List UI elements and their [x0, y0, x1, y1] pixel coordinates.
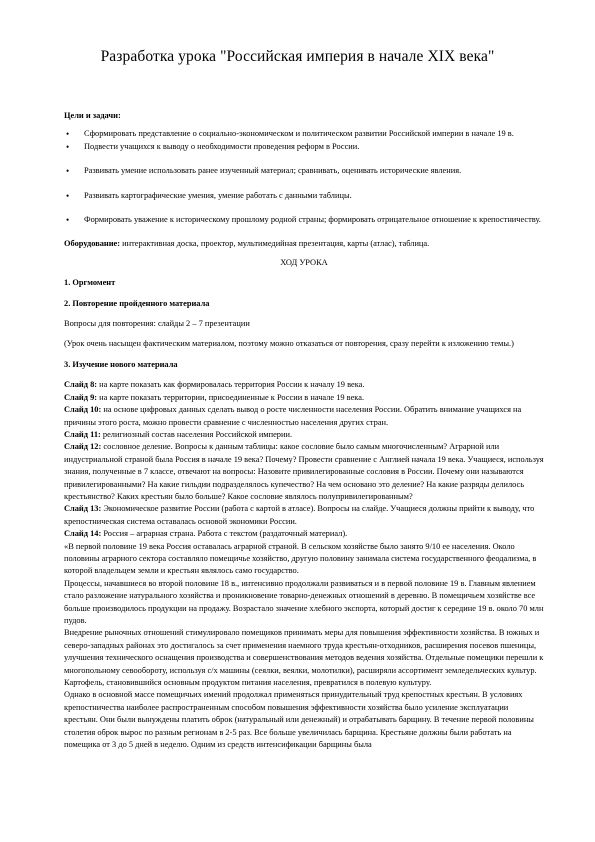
lesson-heading: ХОД УРОКА	[280, 257, 328, 267]
slide-text: на основе цифровых данных сделать вывод о росте численности населения России. Обратить внимание учащихся на причины этого роста, можно провести сравнение с численностью населения других стран.	[64, 405, 522, 427]
goals-list	[64, 128, 544, 226]
slide-text: сословное деление. Вопросы к данным таблицы: какое сословие было самым многочисленным? Аграрной или индустриальной страной была Россия в начале 19 века? Почему? Провести сравнение с Англией начала 19 века. Учащиеся, используя знания, полученные в 7 классе, отвечают на вопросы: Назовите привилегированные сословия в России. Почему они называются привилегированными? На какие гильдии подразделялось купечество? На чем основано это деление? На какие разряды делилось крестьянство? Каких крестьян было больше? Какое сословие являлось полупривилегированным?	[64, 442, 544, 501]
goal-item: • Развивать умение использовать ранее изученный материал; сравнивать, оценивать исторические явления.	[64, 165, 544, 177]
quote-paragraph: Однако в основной массе помещичьих имений продолжал применяться принудительный труд крепостных крестьян. В условиях крепостничества наиболее распространенным способом повышения эффективности хозяйства было усиление эксплуатации крестьян. Они были вынуждены платить оброк (натуральный или денежный) и отрабатывать барщину. В течение первой половины столетия оброк вырос по разным регионам в 2-5 раз. Все больше увеличилась барщина. Крестьяне должны были работать на помещика от 3 до 5 дней в неделю. Одним из средств интенсификации барщины была	[64, 690, 534, 750]
document-body	[64, 110, 544, 751]
section-heading-2: 2. Повторение пройденного материала	[64, 298, 210, 308]
document-title: Разработка урока "Российская империя в начале XIX века"	[100, 48, 495, 65]
equipment-label: Оборудование:	[64, 239, 121, 249]
quote-paragraph: Процессы, начавшиеся во второй половине 18 в., интенсивно продолжали развиваться и в первой половине 19 в. Главным явлением стало разложение натурального хозяйства и проникновение товарно-денежных отношений в деревню. В помещичьем хозяйстве все больше производилось продукции на продажу. Возрастало значение хлебного экспорта, который достиг к середине 19 в. около 70 млн пудов.	[64, 578, 544, 625]
slide-entry	[64, 441, 544, 503]
slide-text: на карте показать территории, присоединенные к России в начале 19 века.	[97, 392, 365, 402]
goal-item: • Формировать уважение к историческому прошлому родной страны; формировать отрицательное отношение к крепостничеству.	[64, 214, 544, 226]
goal-item: • Подвести учащихся к выводу о необходимости проведения реформ в России.	[64, 141, 544, 153]
equipment-text: интерактивная доска, проектор, мультимедийная презентация, карты (атлас), таблица.	[120, 239, 430, 249]
slide-label: Слайд 11:	[64, 429, 101, 439]
slide-text: на карте показать как формировалась территория России к началу 19 века.	[97, 380, 365, 390]
quote-paragraph: Внедрение рыночных отношений стимулировало помещиков принимать меры для повышения эффективности хозяйства. В южных и северо-западных районах это достигалось за счет применения наемного труда крестьян-отходников, расширения посевов пшеницы, улучшения технического оснащения производства и совершенствования методов ведения хозяйства. Отдельные помещики перешли к многопольному севообороту, используя с/х машины (сеялки, веялки, молотилки), расширяли ассортимент земледельческих культур. Картофель, становившийся основным продуктом питания населения, превратился в полевую культуру.	[64, 628, 544, 688]
equipment-line	[64, 238, 544, 250]
slide-text: Россия – аграрная страна. Работа с текстом (раздаточный материал).	[101, 529, 348, 539]
goal-item: • Сформировать представление о социально-экономическом и политическом развитии Российской империи в начале 19 в.	[64, 128, 544, 140]
slide-entry	[64, 429, 544, 441]
slide-label: Слайд 14:	[64, 529, 102, 539]
slide-text: Экономическое развитие России (работа с картой в атласе). Вопросы на слайде. Учащиеся должны прийти к выводу, что крепостническая система оставалась основой экономики России.	[64, 504, 535, 526]
quote-paragraph: «В первой половине 19 века Россия оставалась аграрной страной. В сельском хозяйстве было занято 9/10 ее населения. Около половины аграрного сектора составляло помещичье хозяйство, другую половину занимала система государственного феодализма, в которой владельцем земли и крестьян являлось само государство.	[64, 541, 537, 576]
slide-entry	[64, 528, 544, 540]
slide-label: Слайд 8:	[64, 380, 98, 390]
section-heading-3: 3. Изучение нового материала	[64, 359, 178, 369]
quote-block	[64, 541, 544, 752]
slide-entry	[64, 379, 544, 391]
slides-list	[64, 379, 544, 540]
slide-entry	[64, 404, 544, 429]
slide-entry	[64, 503, 544, 528]
slide-label: Слайд 12:	[64, 442, 102, 452]
goals-heading: Цели и задачи:	[64, 111, 121, 120]
slide-label: Слайд 13:	[64, 504, 102, 514]
section-heading-1: 1. Оргмомент	[64, 278, 116, 288]
slide-label: Слайд 10:	[64, 405, 102, 415]
slide-text: религиозный состав населения Российской империи.	[100, 429, 293, 439]
goal-item: • Развивать картографические умения, умение работать с данными таблицы.	[64, 190, 544, 202]
review-questions: Вопросы для повторения: слайды 2 – 7 презентации	[64, 319, 250, 329]
slide-label: Слайд 9:	[64, 392, 98, 402]
slide-entry	[64, 392, 544, 404]
review-note: (Урок очень насыщен фактическим материалом, поэтому можно отказаться от повторения, сразу перейти к изложению темы.)	[64, 339, 514, 349]
